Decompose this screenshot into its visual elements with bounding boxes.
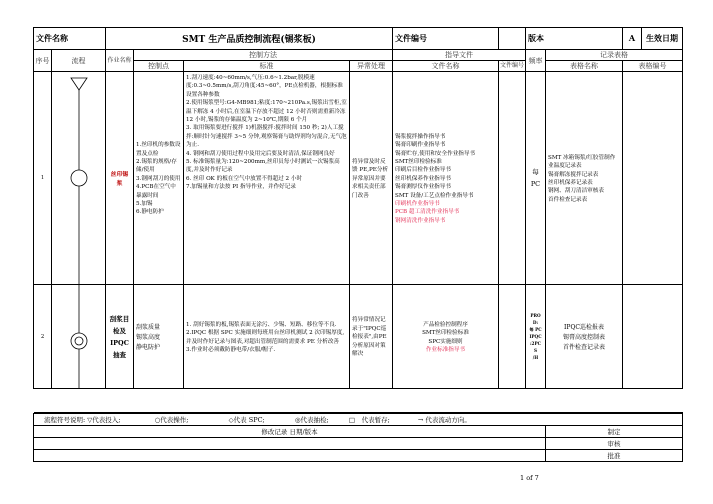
revision-header-row — [34, 426, 683, 438]
row-frequency — [526, 72, 546, 285]
operation-circle-icon — [71, 170, 87, 186]
standard-item: 3. 取用锡浆要进行搅拌 1)机器搅拌:搅拌时间 150 秒; 2)人工搅拌:顺时针匀速搅拌 3~5 分钟,观察锡膏与助焊剂均匀混合,无气泡为止. — [186, 125, 347, 149]
row-job-name: 丝印锡浆 — [106, 72, 134, 285]
form-name-header: 表格名称 — [546, 61, 623, 72]
form-item: 锡膏高度控制表 — [562, 333, 605, 341]
control-point-item: 静电防护 — [136, 343, 161, 351]
row-form-no — [623, 285, 683, 389]
frequency-line: S — [533, 348, 538, 353]
form-item: 锡膏解冻搅拌记录表 — [548, 171, 599, 178]
exception-header: 异常处理 — [350, 61, 393, 72]
row-job-name: 刮浆目检及IPQC抽查 — [106, 285, 134, 389]
control-point-item: 1.丝印机的参数设置及点检 — [136, 142, 181, 157]
file-item: 锡膏贮存,使用和安全作业指导书 — [395, 150, 476, 157]
frequency-line: 每 — [532, 168, 539, 176]
file-item: 丝印机保养作业指导书 — [395, 175, 451, 182]
version-label: 版本 — [528, 33, 544, 43]
row-standards — [184, 285, 350, 389]
page-indicator: 1 of 7 — [520, 474, 539, 482]
file-item: SMT丝印检验标准 — [422, 330, 469, 337]
form-item: 首件检查记录表 — [548, 196, 588, 203]
file-item-highlighted: 印刷机作业指导书 — [395, 201, 440, 208]
control-point-item: 6.静电防护 — [136, 209, 164, 216]
file-item: 产品检验控制程序 — [423, 321, 468, 328]
control-point-item: 3.钢网刮刀的使用 — [136, 175, 181, 182]
legend-sampling: ◎代表抽检; — [294, 416, 329, 424]
control-method-header: 控制方法 — [134, 50, 393, 61]
standard-item: 5. 标准锡浆量为:120~200mm,丝印员每小时测试一次锡浆高度,并及时作好记录 — [186, 159, 340, 174]
seq-header: 序号 — [34, 50, 52, 72]
file-item-highlighted: 钢网清洗作业指导书 — [395, 217, 446, 224]
standard-item: 6. 丝印 OK 的板在空气中放置不得超过 2 小时 — [186, 175, 303, 182]
form-item: IPQC巡检报表 — [564, 323, 604, 331]
legend-prefix: 流程符号说明: — [44, 416, 86, 424]
row-file-no — [499, 285, 526, 389]
row-guidance-files — [393, 72, 499, 285]
row-control-points — [134, 285, 184, 389]
flow-diagram-2 — [52, 285, 106, 389]
revision-date-version-label: 日期/版本 — [289, 428, 318, 436]
row-frequency — [526, 285, 546, 389]
job-name-header: 作业名称 — [106, 50, 134, 72]
legend-spc: ◇代表 SPC; — [228, 416, 265, 424]
legend-hold: □ 代表暂存; — [348, 416, 390, 424]
frequency-header: 频率 — [526, 50, 546, 72]
legend-flow: → 代表流动方向。 — [417, 416, 471, 424]
frequency-line: /H — [532, 355, 539, 360]
row-seq: 2 — [34, 285, 52, 389]
standard-item: 2.IPQC 根据 SPC 实施细则每班用台丝印机测试 2 次印锡厚度,并及时作好记录与图表,对超出管制范围的需要求 PE 分析改善 — [186, 330, 345, 345]
doc-title: SMT 生产品质控制流程(锡浆板) — [106, 28, 393, 50]
frequency-line: :2PC — [530, 341, 541, 346]
row-forms — [546, 72, 623, 285]
form-item: 钢网、刮刀清洁审核表 — [548, 188, 604, 195]
standard-item: 1.刮刀速度:40~60mm/s,气压:0.6~1.2bar,脱模速度:0.3~0.5mm/s,刮刀角度:45~60°，PE点检机器，根据标准设置各种参数 — [186, 75, 343, 98]
file-no-header: 文件编号 — [499, 61, 526, 72]
standard-item: 4. 钢网和刮刀使用过程中及用完后要及时清洁,保证钢网良好 — [186, 150, 335, 157]
form-item: 丝印机保养记录表 — [548, 180, 593, 186]
doc-no-value — [499, 28, 526, 50]
form-no-header: 表格编号 — [623, 61, 683, 72]
file-item: SMT丝印检验标准 — [395, 158, 442, 165]
header-row — [34, 28, 683, 50]
frequency-line: PC — [530, 180, 541, 188]
standard-item: 7.加锡量和方法按 PI 指导作业，并作好记录 — [186, 184, 296, 191]
sampling-circle-icon — [71, 333, 87, 349]
approved-by-label: 批准 — [546, 450, 683, 462]
table-row — [34, 285, 683, 389]
form-item: SMT 冰箱锡浆/红胶管制作业温度记录表 — [548, 154, 616, 170]
frequency-line: 每 PC — [529, 327, 542, 332]
control-point-item: 刮浆质量 — [136, 323, 161, 331]
row-form-no — [623, 72, 683, 285]
form-item: 首件检查记录表 — [562, 343, 605, 351]
file-name-header: 文件名称 — [393, 61, 499, 72]
revision-row — [34, 450, 683, 462]
file-item-highlighted: PCB 超工清洗作业指导书 — [395, 209, 460, 216]
flow-header: 流程 — [52, 50, 106, 72]
spacer-row — [34, 389, 683, 413]
frequency-line: PRO — [530, 313, 541, 318]
control-point-item: 锡浆高度 — [136, 333, 161, 341]
row-guidance-files — [393, 285, 499, 389]
row-control-points — [134, 72, 184, 285]
input-triangle-icon — [71, 78, 87, 90]
column-header-row-1 — [34, 50, 683, 61]
standard-item: 1. 刮好锡浆的板,锡浆表面无涂污、少锡、短路、移位等不良. — [186, 321, 337, 328]
flow-diagram-1 — [52, 72, 106, 285]
process-control-sheet — [33, 27, 682, 462]
doc-name-label: 文件名称 — [34, 28, 106, 50]
row-exception: 将异常及时反馈 PE,PE分析异常原因并要求相关责任部门改善 — [350, 72, 393, 285]
control-point-item: 2.锡浆的规格/存储/使用 — [136, 158, 177, 174]
frequency-line: IPQC — [529, 334, 542, 339]
revision-row — [34, 438, 683, 450]
file-item: 锡膏印刷作业指导书 — [395, 142, 446, 149]
flow-cell — [52, 72, 106, 285]
frequency-line: D: — [532, 320, 539, 325]
revision-record-label: 修改记录 — [261, 428, 288, 436]
version-value: A — [623, 28, 642, 49]
control-point-item: 5.加锡 — [136, 201, 153, 208]
file-item-highlighted: 作业标准指导书 — [425, 346, 466, 353]
legend-operate: ○代表操作; — [154, 416, 189, 424]
main-table — [33, 27, 683, 413]
file-item: 锡浆搅拌操作指导书 — [395, 133, 446, 140]
doc-no-label: 文件编号 — [393, 28, 499, 50]
standard-item: 2.使用锡浆型号:G4-MB981;粘度:170~210Pa.s,锡浆出雪柜,室温下解冻 4 小时后,在室温下存放不超过 12 小时否则需重新冷冻 12 小时,锡浆的存储温度为 2~10℃,期限 6 个月 — [186, 100, 347, 124]
effective-date-label: 生效日期 — [646, 33, 678, 43]
file-item: 印刷后目检作业指导书 — [395, 167, 451, 174]
footer-table — [33, 413, 683, 462]
row-standards — [184, 72, 350, 285]
file-item: 锡膏测厚仪作业指导书 — [395, 184, 451, 191]
flow-cell — [52, 285, 106, 389]
row-exception: 将异常情况记录于"IPQC巡检报表",由PE分析原因对策解决 — [350, 285, 393, 389]
standard-header: 标准 — [184, 61, 350, 72]
legend-input: ▽代表投入; — [87, 416, 121, 424]
reviewed-by-label: 审核 — [546, 438, 683, 450]
records-header: 记录表格 — [546, 50, 683, 61]
row-file-no — [499, 72, 526, 285]
legend-row — [34, 414, 683, 426]
file-item: SPC实施细则 — [428, 338, 463, 345]
table-row — [34, 72, 683, 285]
guidance-doc-header: 指导文件 — [393, 50, 526, 61]
row-seq: 1 — [34, 72, 52, 285]
standard-item: 3.作业时必须戴防静电带/衣服/帽子. — [186, 346, 276, 353]
made-by-label: 制定 — [546, 426, 683, 438]
control-point-item: 4.PCB在空气中暴露时间 — [136, 184, 176, 199]
control-point-header: 控制点 — [134, 61, 184, 72]
row-forms — [546, 285, 623, 389]
file-item: SMT 设备/工艺点检作业指导书 — [395, 192, 474, 199]
